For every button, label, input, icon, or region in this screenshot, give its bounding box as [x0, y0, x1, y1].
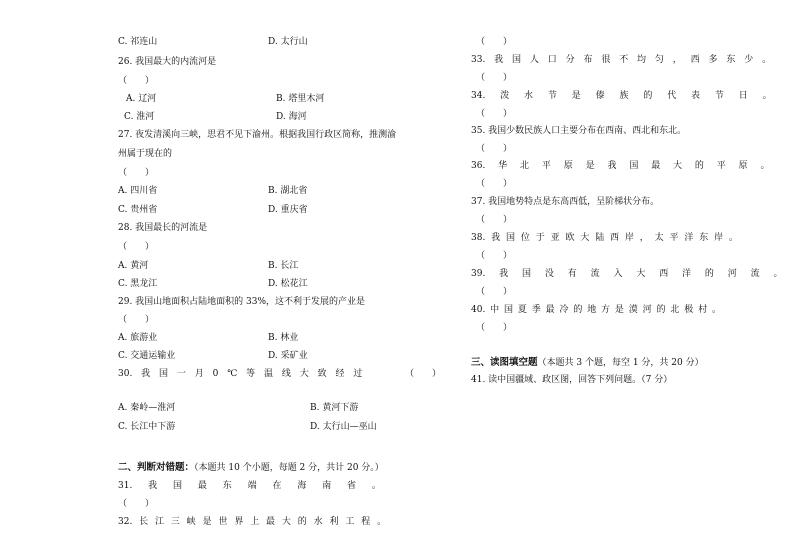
q41-stem: 41. 读中国疆域、政区图，回答下列问题。（7 分） [471, 375, 673, 385]
q29-option-a: A. 旅游业 [118, 333, 158, 343]
q37-answer-paren: （ ） [476, 215, 513, 225]
q33-answer-paren: （ ） [476, 73, 513, 83]
q34-stem: 34. 泼 水 节 是 傣 族 的 代 表 节 日 。 [471, 91, 772, 101]
q30-stem: 30. 我 国 一 月 0 ℃ 等 温 线 大 致 经 过 [118, 369, 363, 379]
q28-option-a: A. 黄河 [118, 261, 149, 271]
q37-stem: 37. 我国地势特点是东高西低，呈阶梯状分布。 [471, 197, 660, 207]
q28-option-b: B. 长江 [268, 261, 299, 271]
q28-option-d: D. 松花江 [268, 279, 308, 289]
q31-stem: 31. 我 国 最 东 端 在 海 南 省 。 [118, 481, 381, 491]
q29-option-b: B. 林业 [268, 333, 299, 343]
q32-answer-paren: （ ） [476, 37, 513, 47]
q31-answer-paren: （ ） [118, 499, 155, 509]
section-2-title: 二、判断对错题： [118, 462, 195, 473]
q29-answer-paren: （ ） [118, 315, 155, 325]
q26-option-b: B. 塔里木河 [276, 94, 325, 104]
section-3-heading [471, 358, 704, 368]
q29-stem: 29. 我国山地面积占陆地面积的 33%，这不利于发展的产业是 [118, 297, 366, 307]
q27-stem-line2: 州属于现在的 [118, 149, 173, 159]
q33-stem: 33. 我 国 人 口 分 布 很 不 均 匀 ， 西 多 东 少 。 [471, 55, 772, 65]
q30-option-d: D. 太行山—巫山 [310, 422, 377, 432]
q27-option-d: D. 重庆省 [268, 205, 308, 215]
q40-stem: 40. 中 国 夏 季 最 冷 的 地 方 是 漠 河 的 北 极 村 。 [471, 305, 721, 315]
q26-stem: 26. 我国最大的内流河是 [118, 57, 217, 67]
q32-stem: 32. 长 江 三 峡 是 世 界 上 最 大 的 水 利 工 程 。 [118, 517, 387, 527]
q39-stem: 39. 我 国 没 有 流 入 大 西 洋 的 河 流 。 [471, 269, 783, 279]
q40-answer-paren: （ ） [476, 323, 513, 333]
q29-option-d: D. 采矿业 [268, 351, 308, 361]
q27-answer-paren: （ ） [118, 168, 155, 178]
q30-answer-paren: （ ） [405, 369, 442, 379]
q35-answer-paren: （ ） [476, 144, 513, 154]
q27-option-c: C. 贵州省 [118, 205, 158, 215]
q25-option-c: C. 祁连山 [118, 37, 158, 47]
q26-option-c: C. 淮河 [124, 112, 155, 122]
q38-answer-paren: （ ） [476, 251, 513, 261]
q30-option-b: B. 黄河下游 [310, 403, 359, 413]
q34-answer-paren: （ ） [476, 109, 513, 119]
q30-option-a: A. 秦岭—淮河 [118, 403, 176, 413]
q26-answer-paren: （ ） [118, 76, 155, 86]
q26-option-a: A. 辽河 [126, 94, 157, 104]
q36-stem: 36. 华 北 平 原 是 我 国 最 大 的 平 原 。 [471, 161, 770, 171]
q28-option-c: C. 黑龙江 [118, 279, 158, 289]
q29-option-c: C. 交通运输业 [118, 351, 176, 361]
q35-stem: 35. 我国少数民族人口主要分布在西南、西北和东北。 [471, 126, 687, 136]
q26-option-d: D. 海河 [276, 112, 307, 122]
q27-option-b: B. 湖北省 [268, 186, 308, 196]
q38-stem: 38. 我 国 位 于 亚 欧 大 陆 西 岸 ， 太 平 洋 东 岸 。 [471, 233, 738, 243]
q36-answer-paren: （ ） [476, 179, 513, 189]
q25-option-d: D. 太行山 [268, 37, 308, 47]
q39-answer-paren: （ ） [476, 287, 513, 297]
q28-answer-paren: （ ） [118, 242, 155, 252]
section-3-note: （本题共 3 个题，每空 1 分，共 20 分） [537, 358, 704, 368]
section-2-heading [118, 463, 384, 473]
q28-stem: 28. 我国最长的河流是 [118, 223, 208, 233]
q27-option-a: A. 四川省 [118, 186, 158, 196]
section-2-note: （本题共 10 个小题，每题 2 分，共计 20 分。） [194, 463, 384, 473]
q30-option-c: C. 长江中下游 [118, 422, 176, 432]
section-3-title: 三、读图填空题 [471, 357, 538, 368]
q27-stem-line1: 27. 夜发清溪向三峡，思君不见下渝州。根据我国行政区简称，推测渝 [118, 130, 397, 140]
